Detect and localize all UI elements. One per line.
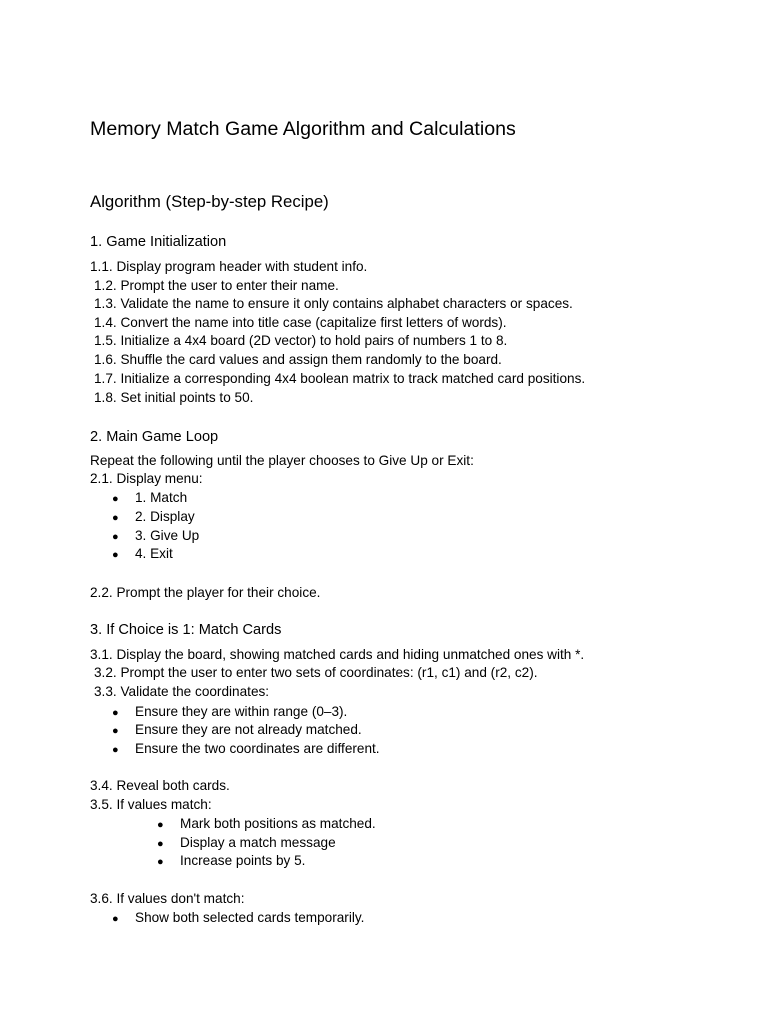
validation-label: Ensure they are within range (0–3). [135,704,348,719]
match-action-label: Display a match message [180,835,336,850]
section3-step: 3.2. Prompt the user to enter two sets of coordinates: (r1, c1) and (r2, c2). [94,665,538,680]
menu-option-label: 3. Give Up [135,528,200,543]
section1-item: 1.2. Prompt the user to enter their name. [94,278,339,293]
match-action-item [157,834,336,853]
match-action-label: Increase points by 5. [180,853,306,868]
match-action-item [157,815,376,834]
menu-option-item [112,527,199,546]
section2-menu-label: 2.1. Display menu: [90,471,203,486]
bullet-icon: ● [112,744,119,756]
validation-item [112,721,362,740]
section3-step: 3.6. If values don't match: [90,891,245,906]
menu-option-label: 2. Display [135,509,195,524]
section1-item: 1.8. Set initial points to 50. [94,390,254,405]
bullet-icon: ● [157,819,164,831]
section1-item: 1.1. Display program header with student info. [90,259,368,274]
bullet-icon: ● [112,913,119,925]
validation-item [112,703,347,722]
match-action-label: Mark both positions as matched. [180,816,376,831]
validation-label: Ensure the two coordinates are different. [135,741,380,756]
nomatch-action-label: Show both selected cards temporarily. [135,910,365,925]
section1-item: 1.6. Shuffle the card values and assign them randomly to the board. [94,352,502,367]
menu-option-label: 4. Exit [135,546,173,561]
bullet-icon: ● [112,707,119,719]
bullet-icon: ● [157,856,164,868]
section2-prompt: 2.2. Prompt the player for their choice. [90,585,321,600]
match-action-item [157,852,305,871]
menu-option-item [112,508,195,527]
section1-item: 1.5. Initialize a 4x4 board (2D vector) to hold pairs of numbers 1 to 8. [94,333,508,348]
section3-step: 3.4. Reveal both cards. [90,778,230,793]
section2-intro: Repeat the following until the player chooses to Give Up or Exit: [90,453,474,468]
nomatch-action-item [112,909,364,928]
validation-label: Ensure they are not already matched. [135,722,362,737]
menu-option-label: 1. Match [135,490,188,505]
section1-heading: 1. Game Initialization [90,234,227,250]
bullet-icon: ● [112,725,119,737]
bullet-icon: ● [112,531,119,543]
bullet-icon: ● [157,838,164,850]
section3-heading: 3. If Choice is 1: Match Cards [90,622,282,638]
bullet-icon: ● [112,493,119,505]
section3-step: 3.5. If values match: [90,797,212,812]
section1-item: 1.3. Validate the name to ensure it only contains alphabet characters or spaces. [94,296,573,311]
menu-option-item [112,489,187,508]
section3-step: 3.1. Display the board, showing matched cards and hiding unmatched ones with *. [90,647,585,662]
validation-item [112,740,380,759]
document-title: Memory Match Game Algorithm and Calculations [90,118,516,140]
menu-option-item [112,545,173,564]
section2-heading: 2. Main Game Loop [90,429,219,445]
section1-item: 1.4. Convert the name into title case (capitalize first letters of words). [94,315,507,330]
bullet-icon: ● [112,512,119,524]
algorithm-heading: Algorithm (Step-by-step Recipe) [90,192,329,211]
section1-item: 1.7. Initialize a corresponding 4x4 boolean matrix to track matched card positions. [94,371,586,386]
section3-step: 3.3. Validate the coordinates: [94,684,270,699]
bullet-icon: ● [112,549,119,561]
